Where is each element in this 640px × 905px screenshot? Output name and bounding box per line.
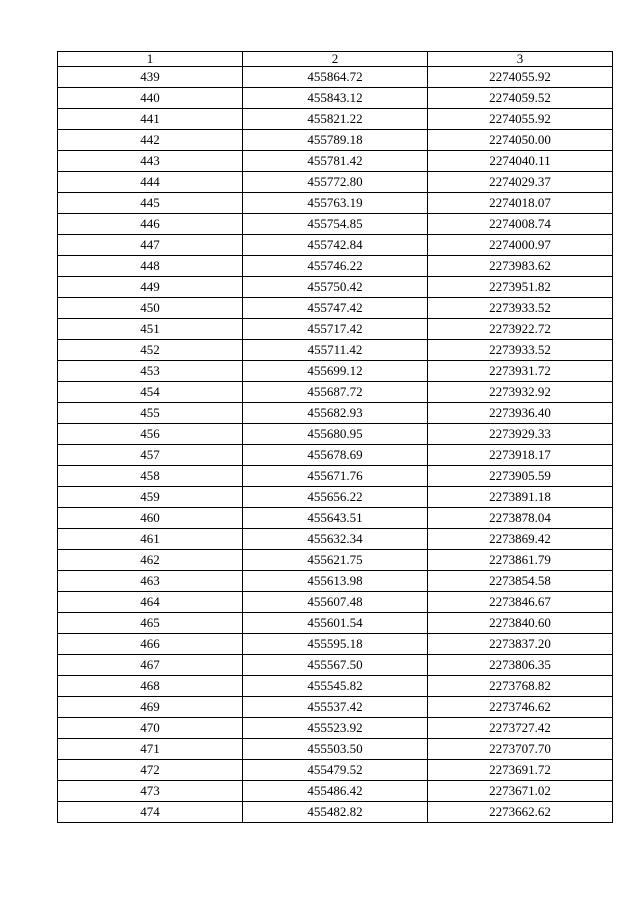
y-coordinate-cell: 2273854.58 (428, 571, 613, 592)
point-number-cell: 472 (58, 760, 243, 781)
point-number-cell: 466 (58, 634, 243, 655)
table-row (58, 676, 613, 697)
y-coordinate-cell: 2273691.72 (428, 760, 613, 781)
y-coordinate-cell: 2273662.62 (428, 802, 613, 823)
point-number-cell: 450 (58, 298, 243, 319)
y-coordinate-cell: 2273931.72 (428, 361, 613, 382)
table-row (58, 592, 613, 613)
table-row (58, 424, 613, 445)
y-coordinate-cell: 2274055.92 (428, 67, 613, 88)
x-coordinate-cell: 455621.75 (243, 550, 428, 571)
point-number-cell: 453 (58, 361, 243, 382)
y-coordinate-cell: 2273671.02 (428, 781, 613, 802)
table-row (58, 718, 613, 739)
point-number-cell: 449 (58, 277, 243, 298)
x-coordinate-cell: 455607.48 (243, 592, 428, 613)
y-coordinate-cell: 2273929.33 (428, 424, 613, 445)
x-coordinate-cell: 455747.42 (243, 298, 428, 319)
x-coordinate-cell: 455632.34 (243, 529, 428, 550)
y-coordinate-cell: 2274029.37 (428, 172, 613, 193)
table-row (58, 193, 613, 214)
y-coordinate-cell: 2274000.97 (428, 235, 613, 256)
point-number-cell: 451 (58, 319, 243, 340)
table-row (58, 445, 613, 466)
y-coordinate-cell: 2273840.60 (428, 613, 613, 634)
point-number-cell: 471 (58, 739, 243, 760)
y-coordinate-cell: 2273936.40 (428, 403, 613, 424)
table-row (58, 781, 613, 802)
x-coordinate-cell: 455682.93 (243, 403, 428, 424)
y-coordinate-cell: 2273746.62 (428, 697, 613, 718)
y-coordinate-cell: 2274018.07 (428, 193, 613, 214)
y-coordinate-cell: 2273933.52 (428, 340, 613, 361)
point-number-cell: 439 (58, 67, 243, 88)
point-number-cell: 440 (58, 88, 243, 109)
y-coordinate-cell: 2273983.62 (428, 256, 613, 277)
x-coordinate-cell: 455545.82 (243, 676, 428, 697)
x-coordinate-cell: 455711.42 (243, 340, 428, 361)
table-row (58, 613, 613, 634)
x-coordinate-cell: 455595.18 (243, 634, 428, 655)
table-row (58, 277, 613, 298)
x-coordinate-cell: 455503.50 (243, 739, 428, 760)
y-coordinate-cell: 2274059.52 (428, 88, 613, 109)
table-row (58, 88, 613, 109)
x-coordinate-cell: 455754.85 (243, 214, 428, 235)
x-coordinate-cell: 455671.76 (243, 466, 428, 487)
table-body (58, 67, 613, 823)
y-coordinate-cell: 2273768.82 (428, 676, 613, 697)
point-number-cell: 457 (58, 445, 243, 466)
point-number-cell: 468 (58, 676, 243, 697)
table-row (58, 655, 613, 676)
table-row (58, 382, 613, 403)
y-coordinate-cell: 2273905.59 (428, 466, 613, 487)
point-number-cell: 441 (58, 109, 243, 130)
point-number-cell: 458 (58, 466, 243, 487)
y-coordinate-cell: 2273727.42 (428, 718, 613, 739)
point-number-cell: 469 (58, 697, 243, 718)
y-coordinate-cell: 2273707.70 (428, 739, 613, 760)
table-row (58, 634, 613, 655)
table-row (58, 319, 613, 340)
y-coordinate-cell: 2273869.42 (428, 529, 613, 550)
point-number-cell: 473 (58, 781, 243, 802)
point-number-cell: 446 (58, 214, 243, 235)
point-number-cell: 454 (58, 382, 243, 403)
x-coordinate-cell: 455746.22 (243, 256, 428, 277)
table-row (58, 340, 613, 361)
point-number-cell: 467 (58, 655, 243, 676)
y-coordinate-cell: 2273922.72 (428, 319, 613, 340)
table-row (58, 550, 613, 571)
table-header (58, 52, 613, 67)
point-number-cell: 460 (58, 508, 243, 529)
x-coordinate-cell: 455567.50 (243, 655, 428, 676)
x-coordinate-cell: 455678.69 (243, 445, 428, 466)
y-coordinate-cell: 2273932.92 (428, 382, 613, 403)
y-coordinate-cell: 2273933.52 (428, 298, 613, 319)
point-number-cell: 456 (58, 424, 243, 445)
y-coordinate-cell: 2273861.79 (428, 550, 613, 571)
x-coordinate-cell: 455864.72 (243, 67, 428, 88)
table-row (58, 151, 613, 172)
x-coordinate-cell: 455656.22 (243, 487, 428, 508)
y-coordinate-cell: 2273951.82 (428, 277, 613, 298)
table-row (58, 298, 613, 319)
x-coordinate-cell: 455789.18 (243, 130, 428, 151)
table-row (58, 508, 613, 529)
point-number-cell: 444 (58, 172, 243, 193)
point-number-cell: 463 (58, 571, 243, 592)
x-coordinate-cell: 455479.52 (243, 760, 428, 781)
table-row (58, 130, 613, 151)
point-number-cell: 452 (58, 340, 243, 361)
table-row (58, 109, 613, 130)
x-coordinate-cell: 455601.54 (243, 613, 428, 634)
point-number-cell: 442 (58, 130, 243, 151)
column-header-3: 3 (428, 52, 613, 67)
point-number-cell: 470 (58, 718, 243, 739)
x-coordinate-cell: 455699.12 (243, 361, 428, 382)
table-row (58, 256, 613, 277)
x-coordinate-cell: 455613.98 (243, 571, 428, 592)
y-coordinate-cell: 2273891.18 (428, 487, 613, 508)
y-coordinate-cell: 2274040.11 (428, 151, 613, 172)
table-row (58, 760, 613, 781)
table-row (58, 697, 613, 718)
x-coordinate-cell: 455537.42 (243, 697, 428, 718)
point-number-cell: 443 (58, 151, 243, 172)
point-number-cell: 455 (58, 403, 243, 424)
column-header-1: 1 (58, 52, 243, 67)
x-coordinate-cell: 455717.42 (243, 319, 428, 340)
table-row (58, 361, 613, 382)
x-coordinate-cell: 455643.51 (243, 508, 428, 529)
coordinates-table (57, 51, 613, 823)
y-coordinate-cell: 2274008.74 (428, 214, 613, 235)
point-number-cell: 459 (58, 487, 243, 508)
x-coordinate-cell: 455750.42 (243, 277, 428, 298)
column-header-2: 2 (243, 52, 428, 67)
point-number-cell: 448 (58, 256, 243, 277)
table-row (58, 529, 613, 550)
y-coordinate-cell: 2274050.00 (428, 130, 613, 151)
point-number-cell: 474 (58, 802, 243, 823)
table-row (58, 487, 613, 508)
y-coordinate-cell: 2273918.17 (428, 445, 613, 466)
table-row (58, 802, 613, 823)
table-row (58, 214, 613, 235)
table-row (58, 739, 613, 760)
y-coordinate-cell: 2274055.92 (428, 109, 613, 130)
table-row (58, 235, 613, 256)
x-coordinate-cell: 455763.19 (243, 193, 428, 214)
point-number-cell: 447 (58, 235, 243, 256)
x-coordinate-cell: 455742.84 (243, 235, 428, 256)
point-number-cell: 464 (58, 592, 243, 613)
table-row (58, 403, 613, 424)
x-coordinate-cell: 455781.42 (243, 151, 428, 172)
x-coordinate-cell: 455523.92 (243, 718, 428, 739)
y-coordinate-cell: 2273837.20 (428, 634, 613, 655)
table-row (58, 466, 613, 487)
x-coordinate-cell: 455772.80 (243, 172, 428, 193)
header-row (58, 52, 613, 67)
point-number-cell: 465 (58, 613, 243, 634)
table-row (58, 172, 613, 193)
y-coordinate-cell: 2273846.67 (428, 592, 613, 613)
table-row (58, 571, 613, 592)
point-number-cell: 445 (58, 193, 243, 214)
y-coordinate-cell: 2273806.35 (428, 655, 613, 676)
x-coordinate-cell: 455482.82 (243, 802, 428, 823)
table-row (58, 67, 613, 88)
x-coordinate-cell: 455680.95 (243, 424, 428, 445)
x-coordinate-cell: 455821.22 (243, 109, 428, 130)
y-coordinate-cell: 2273878.04 (428, 508, 613, 529)
x-coordinate-cell: 455687.72 (243, 382, 428, 403)
x-coordinate-cell: 455486.42 (243, 781, 428, 802)
x-coordinate-cell: 455843.12 (243, 88, 428, 109)
point-number-cell: 462 (58, 550, 243, 571)
point-number-cell: 461 (58, 529, 243, 550)
